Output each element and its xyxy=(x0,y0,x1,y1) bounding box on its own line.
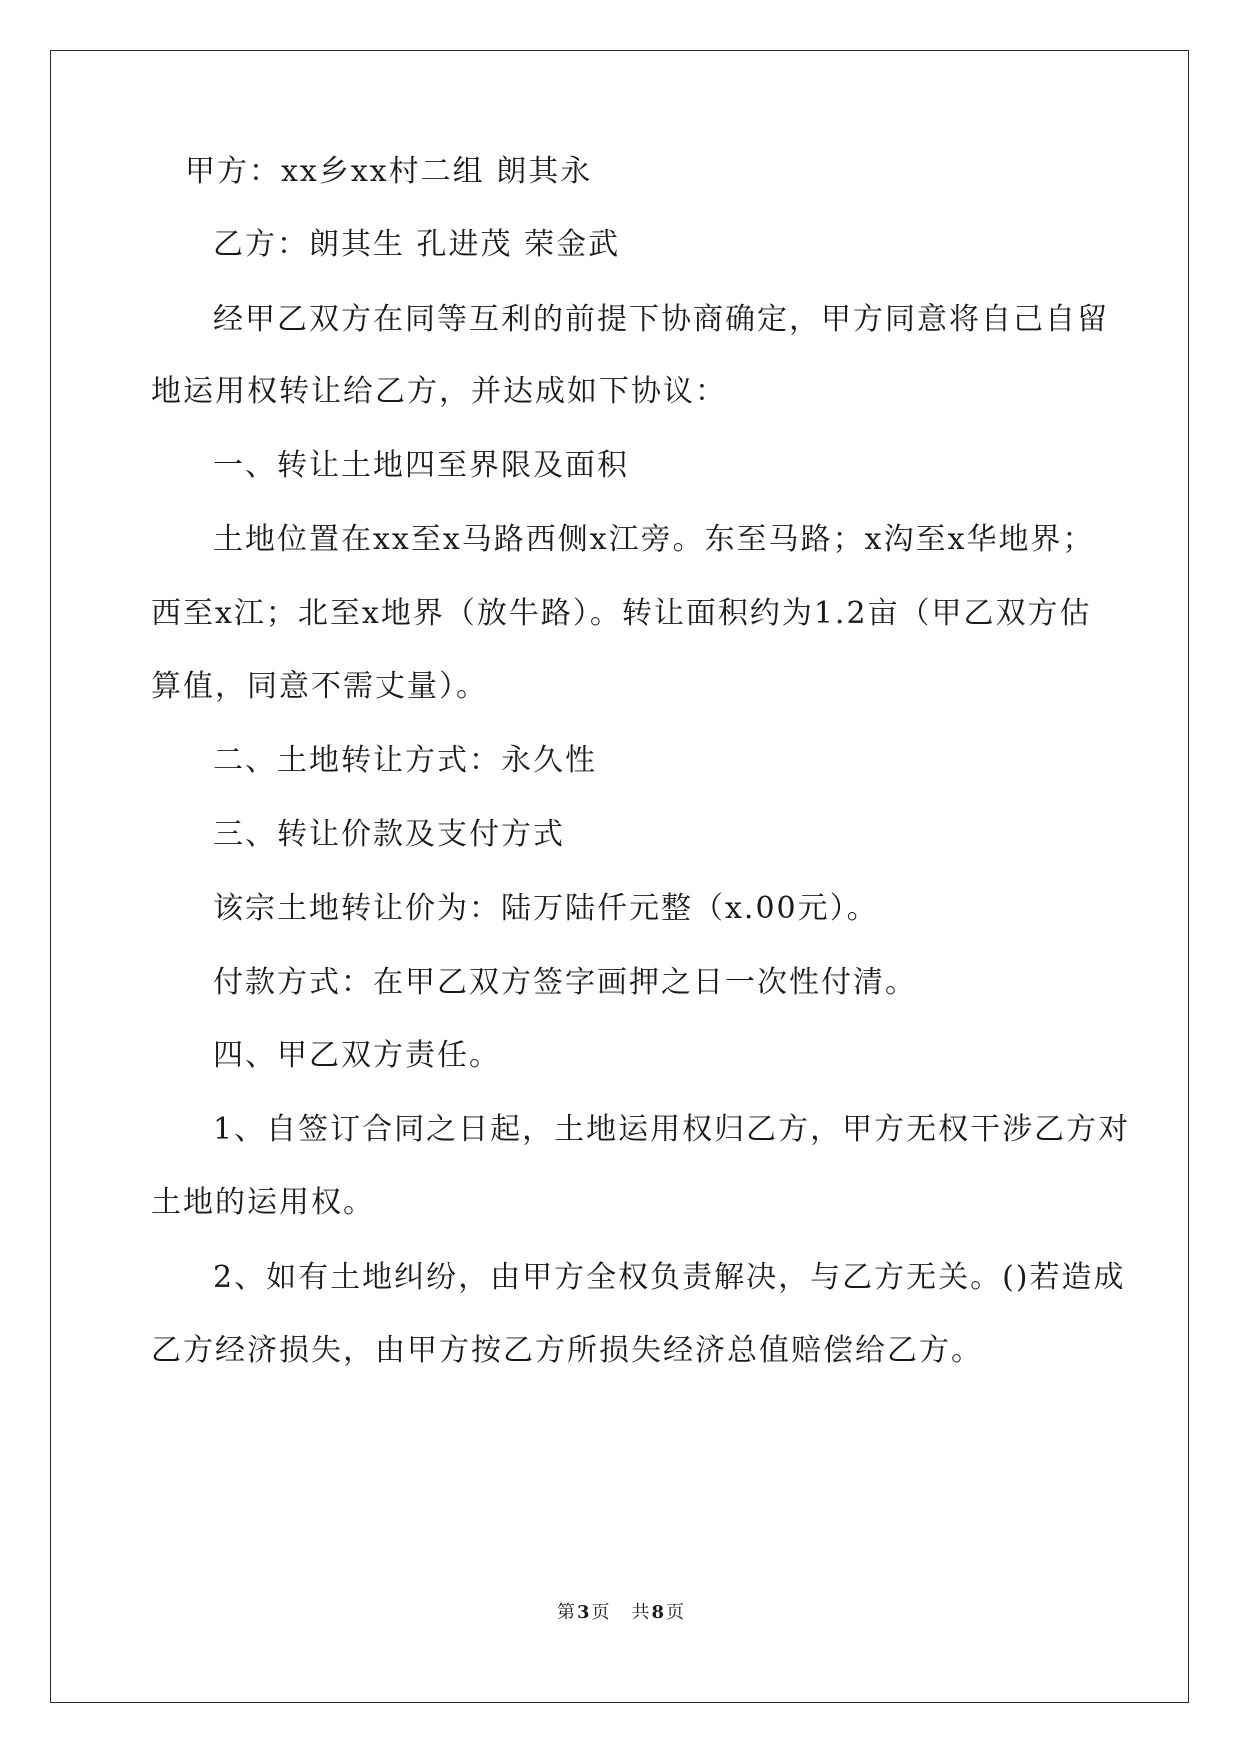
body-paragraph-line: 2、如有土地纠纷，由甲方全权负责解决，与乙方无关。()若造成 xyxy=(213,1260,1126,1295)
page-number-footer xyxy=(0,1601,1241,1625)
body-paragraph-line: 付款方式：在甲乙双方签字画押之日一次性付清。 xyxy=(213,965,917,1000)
page-prefix: 第 xyxy=(556,1602,575,1623)
body-paragraph-line: 地运用权转让给乙方，并达成如下协议： xyxy=(151,374,727,409)
body-paragraph-line: 算值，同意不需丈量）。 xyxy=(151,669,488,704)
section-heading: 一、转让土地四至界限及面积 xyxy=(213,448,629,483)
current-page-number: 3 xyxy=(576,1602,590,1623)
page-suffix: 页 xyxy=(591,1602,610,1623)
body-paragraph-line: 土地的运用权。 xyxy=(151,1185,375,1220)
body-paragraph-line: 1、自签订合同之日起，土地运用权归乙方，甲方无权干涉乙方对 xyxy=(213,1112,1131,1147)
total-suffix: 页 xyxy=(666,1602,685,1623)
body-paragraph-line: 乙方经济损失，由甲方按乙方所损失经济总值赔偿给乙方。 xyxy=(151,1333,983,1368)
total-page-count: 8 xyxy=(651,1602,665,1623)
section-heading: 三、转让价款及支付方式 xyxy=(213,817,565,852)
body-paragraph-line: 土地位置在xx至x马路西侧x江旁。东至马路；x沟至x华地界； xyxy=(213,522,1095,557)
body-paragraph-line: 该宗土地转让价为：陆万陆仟元整（x.00元）。 xyxy=(213,891,879,926)
body-paragraph-line: 西至x江；北至x地界（放牛路）。转让面积约为1.2亩（甲乙双方估 xyxy=(151,596,1092,631)
body-paragraph-line: 经甲乙双方在同等互利的前提下协商确定，甲方同意将自己自留 xyxy=(213,302,1109,337)
section-heading: 二、土地转让方式：永久性 xyxy=(213,743,597,778)
party-b-line: 乙方：朗其生 孔进茂 荣金武 xyxy=(213,227,621,262)
party-a-line: 甲方：xx乡xx村二组 朗其永 xyxy=(185,154,593,189)
total-prefix: 共 xyxy=(631,1602,650,1623)
section-heading: 四、甲乙双方责任。 xyxy=(213,1038,501,1073)
page-border xyxy=(50,50,1189,1703)
